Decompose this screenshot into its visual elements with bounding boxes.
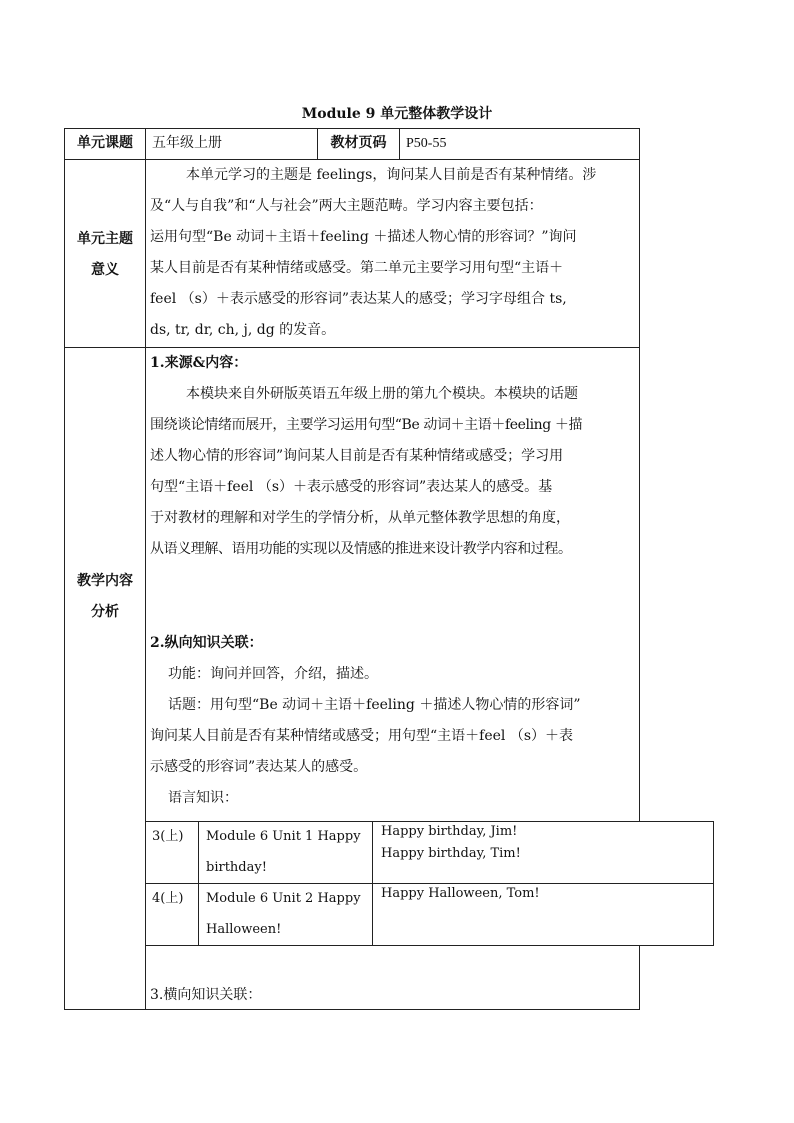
document-title: Module 9 单元整体教学设计	[301, 106, 493, 122]
subtable-unit-line2: birthday!	[206, 860, 267, 875]
textbook-pages-label: 教材页码	[330, 135, 387, 151]
subtable-grade: 3(上)	[152, 829, 184, 844]
table-border-col1	[145, 128, 146, 1010]
subtable-border-bottom	[145, 945, 714, 946]
table-border-col3	[399, 128, 400, 160]
section1-line: 句型“主语＋feel （s）＋表示感受的形容词”表达某人的感受。基	[150, 479, 553, 495]
section2-line: 语言知识：	[168, 790, 238, 806]
section1-title: 1.来源&内容：	[150, 355, 248, 371]
section1-line: 从语义理解、语用功能的实现以及情感的推进来设计教学内容和过程。	[150, 541, 572, 557]
subtable-border-col2	[372, 821, 373, 946]
section2-line: 话题：用句型“Be 动词＋主语＋feeling ＋描述人物心情的形容词”	[168, 697, 581, 713]
section1-line: 于对教材的理解和对学生的学情分析，从单元整体教学思想的角度，	[150, 510, 570, 526]
section1-line: 本模块来自外研版英语五年级上册的第九个模块。本模块的话题	[186, 386, 578, 402]
subtable-grade: 4(上)	[152, 891, 184, 906]
theme-line: 本单元学习的主题是 feelings，询问某人目前是否有某种情绪。涉	[186, 167, 597, 183]
analysis-label-line1: 教学内容	[77, 573, 133, 589]
section3-title: 3.横向知识关联：	[150, 987, 262, 1003]
analysis-section1	[150, 348, 636, 565]
unit-topic-label: 单元课题	[77, 135, 133, 151]
table-border-right-lower	[639, 946, 640, 1010]
theme-line: 及“人与自我”和“人与社会”两大主题范畴。学习内容主要包括：	[150, 198, 543, 214]
theme-line: ds, tr, dr, ch, j, dg 的发音。	[150, 322, 336, 338]
subtable-unit-line1: Module 6 Unit 1 Happy	[206, 829, 361, 844]
theme-label	[65, 224, 145, 286]
subtable-unit-line2: Halloween!	[206, 922, 282, 937]
analysis-section2	[150, 628, 636, 814]
theme-line: 某人目前是否有某种情绪或感受。第二单元主要学习用句型“主语＋	[150, 260, 564, 276]
subtable-example	[381, 821, 711, 865]
analysis-label	[65, 566, 145, 628]
section2-line: 示感受的形容词”表达某人的感受。	[150, 759, 368, 775]
section2-line: 功能：询问并回答，介绍，描述。	[168, 666, 378, 682]
textbook-pages-value: P50-55	[406, 136, 447, 151]
analysis-label-line2: 分析	[91, 604, 119, 620]
section2-line: 询问某人目前是否有某种情绪或感受；用句型“主语＋feel （s）＋表	[150, 728, 574, 744]
section1-line: 围绕谈论情绪而展开，主要学习运用句型“Be 动词＋主语＋feeling ＋描	[150, 417, 583, 433]
subtable-example-line1: Happy birthday, Jim!	[381, 824, 518, 839]
subtable-unit	[206, 821, 370, 883]
subtable-border-col1	[198, 821, 199, 946]
theme-line: 运用句型“Be 动词＋主语＋feeling ＋描述人物心情的形容词？”询问	[150, 229, 577, 245]
theme-content	[150, 160, 636, 346]
subtable-example-line2: Happy birthday, Tim!	[381, 846, 521, 861]
subtable-example	[381, 883, 711, 905]
theme-label-line2: 意义	[91, 262, 119, 278]
theme-label-line1: 单元主题	[77, 231, 133, 247]
subtable-example-line1: Happy Halloween, Tom!	[381, 886, 540, 901]
subtable-border-right	[713, 821, 714, 946]
table-border-right	[639, 128, 640, 821]
subtable-unit	[206, 883, 370, 945]
theme-line: feel （s）＋表示感受的形容词”表达某人的感受；学习字母组合 ts,	[150, 291, 567, 307]
unit-topic-value: 五年级上册	[152, 135, 222, 151]
section1-line: 述人物心情的形容词”询问某人目前是否有某种情绪或感受；学习用	[150, 448, 564, 464]
subtable-unit-line1: Module 6 Unit 2 Happy	[206, 891, 361, 906]
section2-title: 2.纵向知识关联：	[150, 635, 263, 651]
